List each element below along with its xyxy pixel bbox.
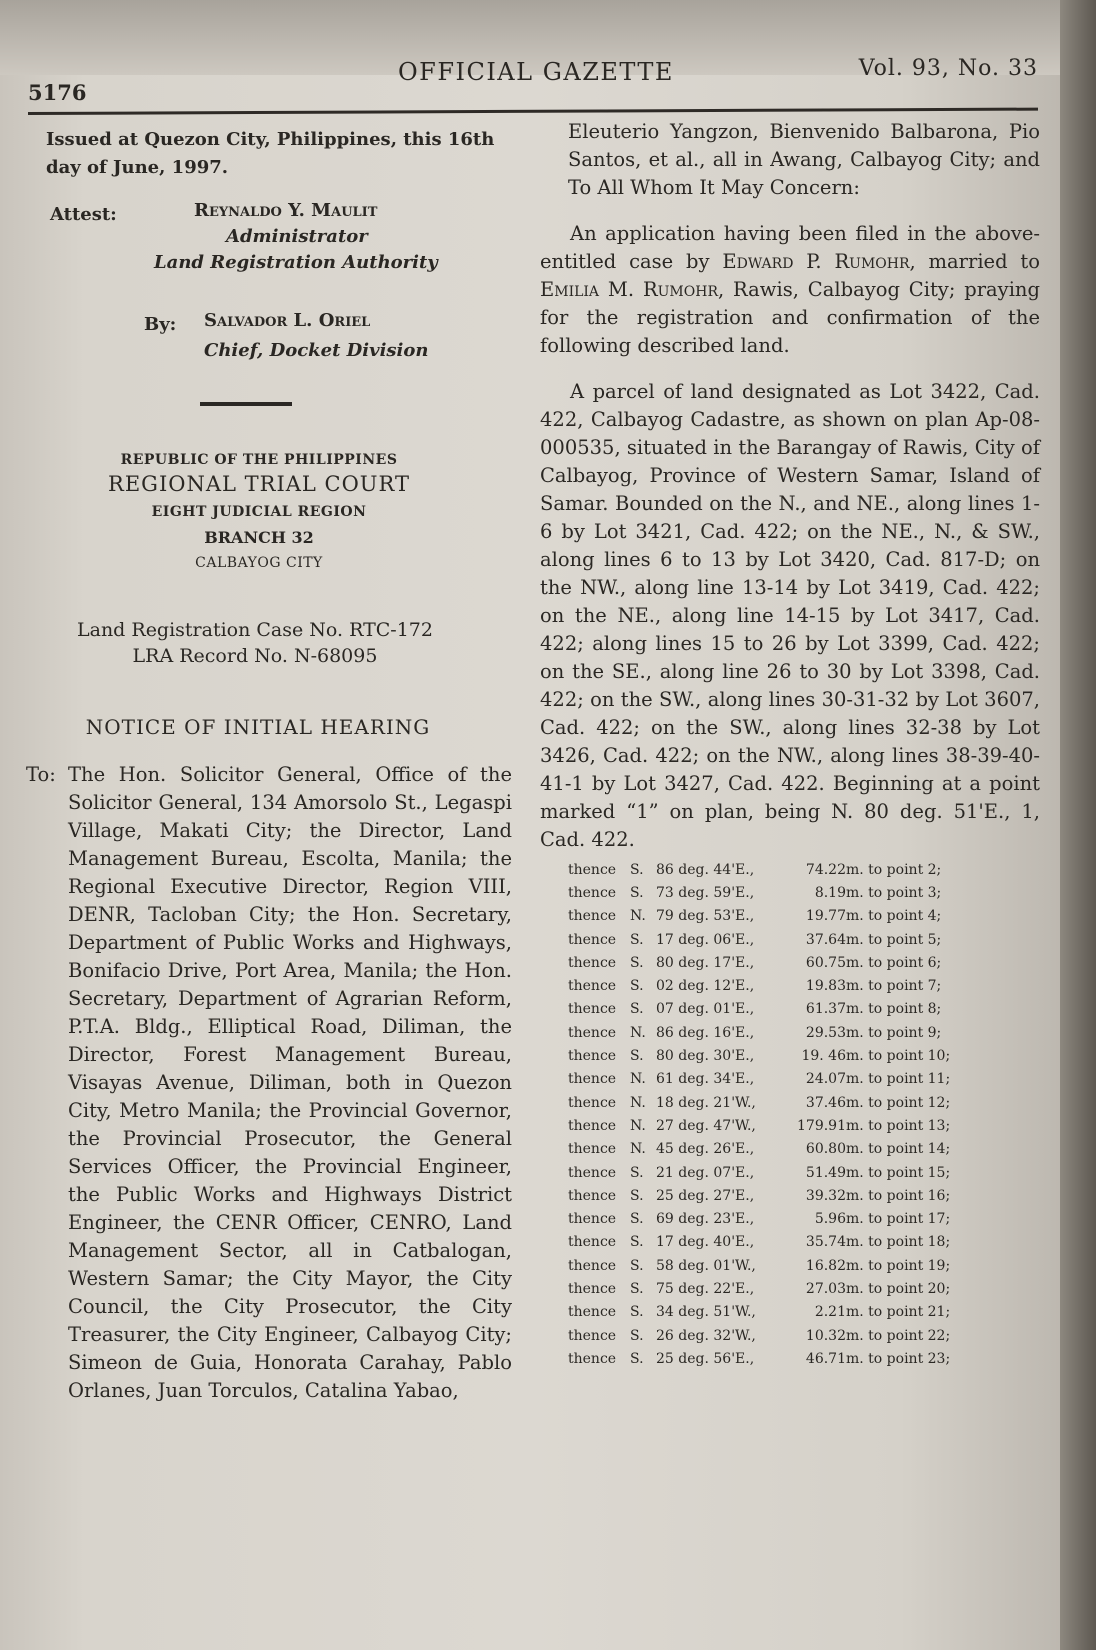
bearing-target: m. to point 5; <box>846 931 942 948</box>
bearing-target: m. to point 11; <box>846 1071 951 1088</box>
bearing-row <box>568 1021 986 1044</box>
bearing-angle: 17 deg. 40'E., <box>656 1234 755 1251</box>
bearing-angle: 45 deg. 26'E., <box>656 1141 755 1158</box>
bearing-row <box>568 1091 986 1114</box>
bearing-distance: 29.53 <box>805 1024 846 1041</box>
bearing-distance: 74.22 <box>805 861 846 878</box>
publication-title: OFFICIAL GAZETTE <box>398 58 674 86</box>
bearing-row <box>568 1207 986 1230</box>
bearing-row <box>568 1254 986 1277</box>
bearing-row <box>568 1301 986 1324</box>
bearing-row <box>568 1277 986 1300</box>
bearing-angle: 25 deg. 56'E., <box>656 1350 755 1367</box>
addressees-continued: Eleuterio Yangzon, Bienvenido Balbarona, Pio Santos, et al., all in Awang, Calbayog City; and To All Whom It May Concern: <box>568 120 1040 199</box>
bearing-distance: 27.03 <box>805 1280 846 1297</box>
bearing-target: m. to point 3; <box>846 884 942 901</box>
bearing-direction: S. <box>630 1048 644 1065</box>
bearing-distance: 5.96 <box>814 1211 846 1228</box>
bearing-distance: 37.64 <box>805 931 846 948</box>
section-divider <box>200 402 292 406</box>
bearing-row <box>568 1231 986 1254</box>
bearing-row <box>568 1114 986 1137</box>
bearing-word: thence <box>568 1304 617 1321</box>
bearing-target: m. to point 18; <box>846 1234 951 1251</box>
attest-label: Attest: <box>50 204 117 225</box>
bearing-target: m. to point 17; <box>846 1211 951 1228</box>
bearing-direction: N. <box>630 1071 646 1088</box>
bearing-target: m. to point 20; <box>846 1280 951 1297</box>
bearing-direction: S. <box>630 884 644 901</box>
by-name: Salvador L. Oriel <box>204 310 371 331</box>
bearing-angle: 17 deg. 06'E., <box>656 931 755 948</box>
bearing-word: thence <box>568 1164 617 1181</box>
attest-block <box>26 196 512 273</box>
application-text-b: , married to <box>909 250 1040 273</box>
bearing-distance: 2.21 <box>814 1304 846 1321</box>
bearing-direction: N. <box>630 1141 646 1158</box>
bearing-distance: 60.80 <box>805 1141 846 1158</box>
bearing-angle: 18 deg. 21'W., <box>656 1094 756 1111</box>
bearing-target: m. to point 19; <box>846 1257 951 1274</box>
bearing-direction: S. <box>630 861 644 878</box>
bearing-row <box>568 1184 986 1207</box>
bearing-target: m. to point 23; <box>846 1350 951 1367</box>
issued-statement: Issued at Quezon City, Philippines, this 16th day of June, 1997. <box>46 129 495 178</box>
application-paragraph <box>540 220 1040 360</box>
left-column <box>26 126 512 1405</box>
notice-title: NOTICE OF INITIAL HEARING <box>85 715 431 739</box>
bearing-direction: N. <box>630 1094 646 1111</box>
bearing-word: thence <box>568 1350 617 1367</box>
bearings-table <box>568 858 986 1371</box>
bearing-angle: 80 deg. 30'E., <box>656 1048 755 1065</box>
bearing-row <box>568 951 986 974</box>
bearing-row <box>568 1324 986 1347</box>
by-label: By: <box>144 314 177 335</box>
bearing-target: m. to point 16; <box>846 1187 951 1204</box>
application-text-a: An application having been filed in the above-entitled case by <box>540 222 1040 273</box>
bearing-angle: 86 deg. 16'E., <box>656 1024 755 1041</box>
bearing-angle: 69 deg. 23'E., <box>656 1211 755 1228</box>
bearing-row <box>568 1347 986 1370</box>
bearing-word: thence <box>568 1257 617 1274</box>
bearing-target: m. to point 15; <box>846 1164 951 1181</box>
bearing-distance: 19. 46 <box>801 1048 846 1065</box>
attest-agency: Land Registration Authority <box>154 252 438 273</box>
court-branch: BRANCH 32 <box>204 528 314 547</box>
bearing-direction: S. <box>630 1234 644 1251</box>
bearing-row <box>568 1138 986 1161</box>
bearing-angle: 27 deg. 47'W., <box>656 1117 756 1134</box>
bearing-distance: 60.75 <box>805 954 846 971</box>
bearing-word: thence <box>568 1327 617 1344</box>
bearing-distance: 39.32 <box>805 1187 846 1204</box>
bearing-row <box>568 1161 986 1184</box>
record-number: LRA Record No. N-68095 <box>132 645 378 667</box>
bearing-direction: S. <box>630 1257 644 1274</box>
bearing-word: thence <box>568 861 617 878</box>
bearing-word: thence <box>568 1187 617 1204</box>
bearing-row <box>568 998 986 1021</box>
bearing-angle: 75 deg. 22'E., <box>656 1280 755 1297</box>
bearing-target: m. to point 12; <box>846 1094 951 1111</box>
bearing-angle: 34 deg. 51'W., <box>656 1304 756 1321</box>
bearing-row <box>568 1068 986 1091</box>
bearing-target: m. to point 8; <box>846 1001 942 1018</box>
bearing-angle: 86 deg. 44'E., <box>656 861 755 878</box>
bearing-direction: S. <box>630 1280 644 1297</box>
bearing-direction: S. <box>630 1187 644 1204</box>
by-block <box>26 296 512 360</box>
bearing-word: thence <box>568 1024 617 1041</box>
spouse-name: Emilia M. Rumohr <box>540 278 718 301</box>
bearing-direction: N. <box>630 1117 646 1134</box>
bearing-distance: 46.71 <box>805 1350 846 1367</box>
attest-title: Administrator <box>226 226 368 247</box>
bearing-direction: S. <box>630 1327 644 1344</box>
bearing-target: m. to point 7; <box>846 978 942 995</box>
bearing-direction: S. <box>630 1304 644 1321</box>
page-edge <box>1060 0 1096 1650</box>
bearing-word: thence <box>568 978 617 995</box>
bearing-angle: 07 deg. 01'E., <box>656 1001 755 1018</box>
court-heading <box>6 452 512 571</box>
attest-name: Reynaldo Y. Maulit <box>194 200 378 221</box>
case-number: Land Registration Case No. RTC-172 <box>77 619 433 641</box>
bearing-target: m. to point 14; <box>846 1141 951 1158</box>
bearing-word: thence <box>568 1001 617 1018</box>
bearing-direction: S. <box>630 931 644 948</box>
bearing-angle: 26 deg. 32'W., <box>656 1327 756 1344</box>
bearing-distance: 16.82 <box>805 1257 846 1274</box>
bearing-word: thence <box>568 1211 617 1228</box>
case-block <box>0 617 512 669</box>
bearing-distance: 37.46 <box>805 1094 846 1111</box>
bearing-target: m. to point 4; <box>846 908 942 925</box>
bearing-direction: S. <box>630 978 644 995</box>
right-column <box>540 118 1040 1371</box>
bearing-angle: 73 deg. 59'E., <box>656 884 755 901</box>
applicant-name: Edward P. Rumohr <box>722 250 910 273</box>
bearing-angle: 02 deg. 12'E., <box>656 978 755 995</box>
bearing-direction: S. <box>630 1350 644 1367</box>
bearing-distance: 51.49 <box>805 1164 846 1181</box>
bearing-target: m. to point 13; <box>846 1117 951 1134</box>
bearing-angle: 79 deg. 53'E., <box>656 908 755 925</box>
bearing-distance: 61.37 <box>805 1001 846 1018</box>
bearing-distance: 19.77 <box>805 908 846 925</box>
bearing-target: m. to point 22; <box>846 1327 951 1344</box>
bearing-target: m. to point 9; <box>846 1024 942 1041</box>
bearing-distance: 24.07 <box>805 1071 846 1088</box>
bearing-row <box>568 1044 986 1067</box>
bearing-target: m. to point 10; <box>846 1048 951 1065</box>
bearing-distance: 19.83 <box>805 978 846 995</box>
application-text-c: , Rawis, Calbayog City; praying for the registration and confirmation of the following described land. <box>540 278 1040 357</box>
bearing-row <box>568 974 986 997</box>
bearing-distance: 10.32 <box>805 1327 846 1344</box>
bearing-direction: S. <box>630 1164 644 1181</box>
bearing-word: thence <box>568 908 617 925</box>
bearing-row <box>568 928 986 951</box>
to-label: To: <box>26 763 56 786</box>
page-number: 5176 <box>28 80 87 105</box>
by-title: Chief, Docket Division <box>204 340 429 361</box>
bearing-direction: S. <box>630 1001 644 1018</box>
bearing-angle: 61 deg. 34'E., <box>656 1071 755 1088</box>
bearing-distance: 179.91 <box>797 1117 846 1134</box>
addressees-block <box>26 761 512 1405</box>
bearing-word: thence <box>568 1117 617 1134</box>
land-description: A parcel of land designated as Lot 3422, Cad. 422, Calbayog Cadastre, as shown on plan Ap-08-000535, situated in the Barangay of Rawis, City of Calbayog, Province of Western Samar, Island of Samar. Bounded on the N., and NE., along lines 1-6 by Lot 3421, Cad. 422; on the NE., N., & SW., along lines 6 to 13 by Lot 3420, Cad. 817-D; on the NW., along line 13-14 by Lot 3419, Cad. 422; on the NE., along line 14-15 by Lot 3417, Cad. 422; along lines 15 to 26 by Lot 3399, Cad. 422; on the SE., along line 26 to 30 by Lot 3398, Cad. 422; on the SW., along lines 30-31-32 by Lot 3607, Cad. 422; on the SW., along lines 32-38 by Lot 3426, Cad. 422; on the NW., along lines 38-39-40-41-1 by Lot 3427, Cad. 422. Beginning at a point marked “1” on plan, being N. 80 deg. 51'E., 1, Cad. 422. <box>540 380 1040 851</box>
court-republic: REPUBLIC OF THE PHILIPPINES <box>120 452 398 468</box>
bearing-angle: 25 deg. 27'E., <box>656 1187 755 1204</box>
bearing-word: thence <box>568 1280 617 1297</box>
bearing-target: m. to point 21; <box>846 1304 951 1321</box>
court-region: EIGHT JUDICIAL REGION <box>151 504 367 520</box>
court-city: CALBAYOG CITY <box>195 555 323 571</box>
bearing-row <box>568 858 986 881</box>
bearing-word: thence <box>568 954 617 971</box>
page-header <box>28 52 1038 105</box>
bearing-distance: 8.19 <box>814 884 846 901</box>
bearing-direction: S. <box>630 1211 644 1228</box>
bearing-word: thence <box>568 884 617 901</box>
bearing-word: thence <box>568 1048 617 1065</box>
bearing-word: thence <box>568 1094 617 1111</box>
bearing-direction: N. <box>630 1024 646 1041</box>
bearing-row <box>568 881 986 904</box>
bearing-row <box>568 905 986 928</box>
bearing-word: thence <box>568 1234 617 1251</box>
bearing-angle: 58 deg. 01'W., <box>656 1257 756 1274</box>
bearing-distance: 35.74 <box>805 1234 846 1251</box>
bearing-direction: N. <box>630 908 646 925</box>
bearing-target: m. to point 6; <box>846 954 942 971</box>
court-name: REGIONAL TRIAL COURT <box>108 472 410 496</box>
bearing-direction: S. <box>630 954 644 971</box>
bearing-target: m. to point 2; <box>846 861 942 878</box>
addressees-text: The Hon. Solicitor General, Office of the Solicitor General, 134 Amorsolo St., Legaspi Village, Makati City; the Director, Land Management Bureau, Escolta, Manila; the Regional Executive Director, Region VIII, DENR, Tacloban City; the Hon. Secretary, Department of Public Works and Highways, Bonifacio Drive, Port Area, Manila; the Hon. Secretary, Department of Agrarian Reform, P.T.A. Bldg., Elliptical Road, Diliman, the Director, Forest Management Bureau, Visayas Avenue, Diliman, both in Quezon City, Metro Manila; the Provincial Governor, the Provincial Prosecutor, the General Services Officer, the Provincial Engineer, the Public Works and Highways District Engineer, the CENR Officer, CENRO, Land Management Sector, all in Catbalogan, Western Samar; the City Mayor, the City Council, the City Prosecutor, the City Treasurer, the City Engineer, Calbayog City; Simeon de Guia, Honorata Carahay, Pablo Orlanes, Juan Torculos, Catalina Yabao, <box>68 763 512 1402</box>
bearing-angle: 21 deg. 07'E., <box>656 1164 755 1181</box>
bearing-word: thence <box>568 1141 617 1158</box>
bearing-angle: 80 deg. 17'E., <box>656 954 755 971</box>
volume-number: Vol. 93, No. 33 <box>858 56 1038 81</box>
bearing-word: thence <box>568 931 617 948</box>
bearing-word: thence <box>568 1071 617 1088</box>
